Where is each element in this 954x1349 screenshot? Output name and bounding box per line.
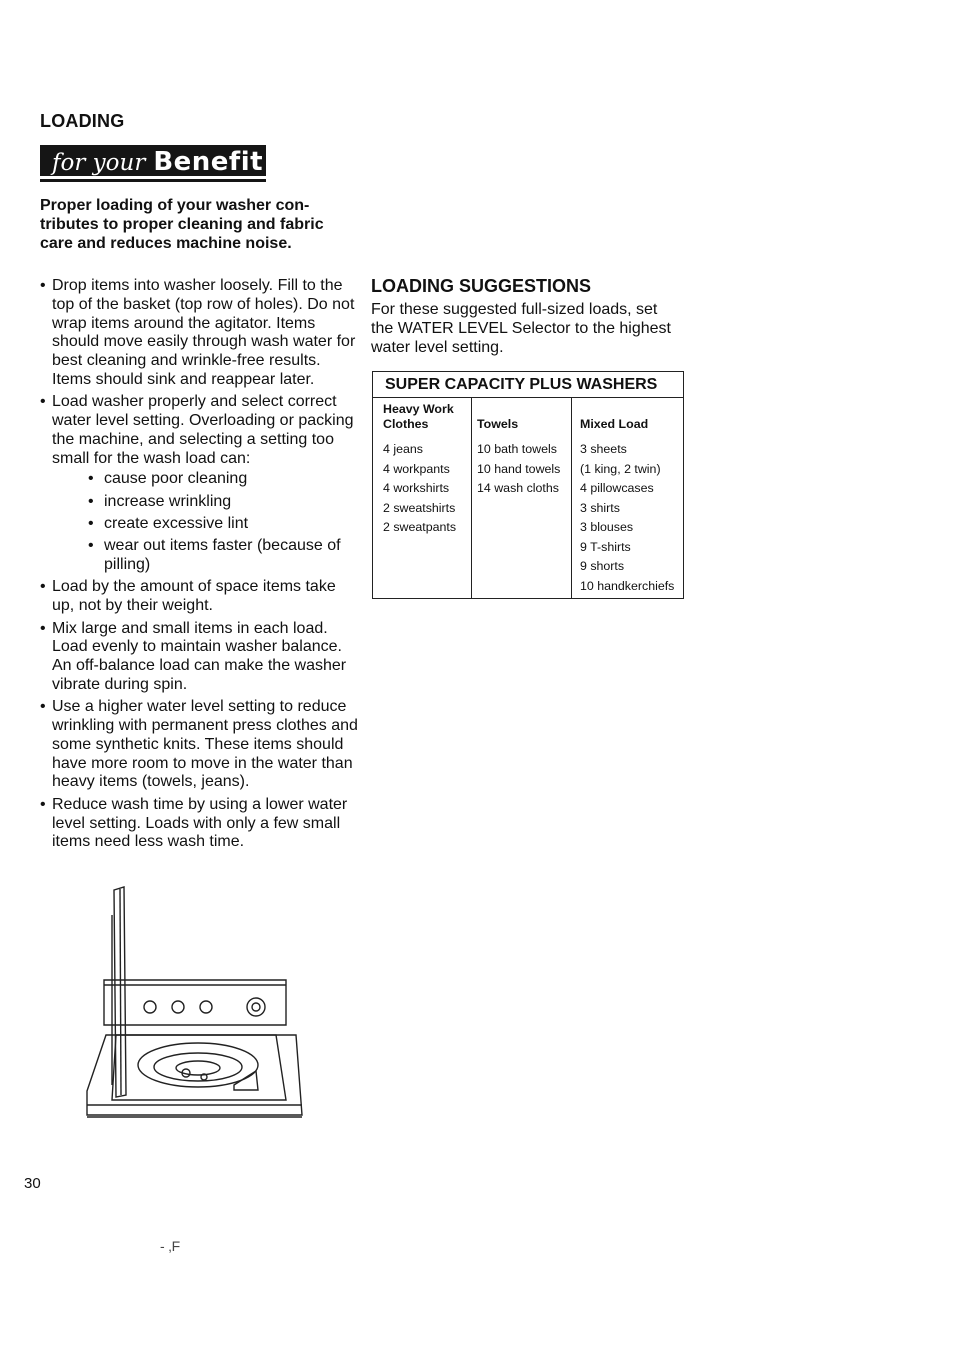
bullet-icon: • xyxy=(40,795,46,813)
table-cell: 4 jeans xyxy=(383,442,423,456)
table-cell: 4 workshirts xyxy=(383,481,450,495)
table-cell: 3 shirts xyxy=(580,500,620,515)
column-towels xyxy=(471,398,571,598)
column-heavy-work xyxy=(373,398,471,598)
table-cell: 10 bath towels xyxy=(477,442,557,456)
sub-list-item xyxy=(52,493,360,512)
bullet-icon: • xyxy=(40,619,46,637)
column-header: Towels xyxy=(477,417,519,431)
table-cell: 4 workpants xyxy=(383,461,450,476)
bullet-icon: • xyxy=(40,578,46,596)
sub-list-item-text: wear out items faster (because of pilling) xyxy=(104,537,341,574)
loading-tips-list xyxy=(40,277,360,856)
bullet-icon: • xyxy=(40,277,46,294)
sub-list-item xyxy=(52,470,360,489)
loading-suggestions-title: LOADING SUGGESTIONS xyxy=(371,276,592,296)
column-header: Mixed Load xyxy=(580,417,649,431)
list-item-text: Mix large and small items in each load. Load evenly to maintain washer balance. An off-balance load can make the washer vibrate during spin. xyxy=(52,619,347,693)
overload-effects-list xyxy=(52,470,360,574)
list-item-text: Reduce wash time by using a lower water level setting. Loads with only a few small items need less wash time. xyxy=(52,795,348,851)
capacity-table-columns xyxy=(373,398,683,598)
banner-script-text: for your xyxy=(52,150,146,176)
table-cell: 4 pillowcases xyxy=(580,481,654,495)
table-cell: 2 sweatshirts xyxy=(383,500,456,515)
capacity-table xyxy=(372,371,684,599)
for-your-benefit-banner xyxy=(40,145,266,179)
intro-paragraph: Proper loading of your washer con-tributes to proper cleaning and fabric care and reduces machine noise. xyxy=(40,197,324,252)
list-item-text: Drop items into washer loosely. Fill to the top of the basket (top row of holes). Do not wrap items around the agitator. Items should move easily through wash water for best cleaning and wrinkle-free results. Items should sink and reappear later. xyxy=(52,277,356,388)
list-item-text: Load by the amount of space items take up, not by their weight. xyxy=(52,578,336,615)
stray-mark: - ‚F xyxy=(160,1238,181,1254)
table-cell: 9 shorts xyxy=(580,559,625,573)
table-cell: 10 hand towels xyxy=(477,461,561,476)
table-cell: 9 T-shirts xyxy=(580,539,631,554)
loading-suggestions-text: For these suggested full-sized loads, set the WATER LEVEL Selector to the highest water level setting. xyxy=(371,301,671,356)
list-item xyxy=(40,620,360,695)
washer-illustration xyxy=(86,885,308,1125)
list-item xyxy=(40,698,360,792)
table-cell: 10 handkerchiefs xyxy=(580,578,675,593)
list-item xyxy=(40,796,360,852)
list-item-text: Load washer properly and select correct water level setting. Overloading or packing the machine, and selecting a setting too small for the wash load can: xyxy=(52,393,354,467)
banner-bold-text: Benefit xyxy=(153,147,264,177)
capacity-table-title: SUPER CAPACITY PLUS WASHERS xyxy=(373,372,683,398)
table-cell: 14 wash cloths xyxy=(477,481,559,495)
column-header: Heavy Work Clothes xyxy=(383,402,454,431)
sub-list-item-text: cause poor cleaning xyxy=(104,470,248,488)
list-item xyxy=(40,277,360,390)
bullet-icon: • xyxy=(88,537,94,555)
bullet-icon: • xyxy=(40,698,46,716)
list-item xyxy=(40,578,360,616)
bullet-icon: • xyxy=(40,393,46,411)
bullet-icon: • xyxy=(88,470,94,488)
bullet-icon: • xyxy=(88,492,94,510)
bullet-icon: • xyxy=(88,515,94,533)
table-cell: 3 sheets xyxy=(580,442,627,456)
sub-list-item-text: create excessive lint xyxy=(104,515,249,533)
list-item-text: Use a higher water level setting to reduce wrinkling with permanent press clothes and some synthetic knits. These items should have more room to move in the water than heavy items (towels, jeans). xyxy=(52,698,358,791)
section-title: LOADING xyxy=(40,111,125,131)
page-number: 30 xyxy=(24,1175,41,1192)
sub-list-item xyxy=(52,537,360,575)
list-item xyxy=(40,393,360,575)
table-cell: (1 king, 2 twin) xyxy=(580,461,661,476)
table-cell: 3 blouses xyxy=(580,520,634,534)
sub-list-item-text: increase wrinkling xyxy=(104,492,232,510)
sub-list-item xyxy=(52,515,360,534)
table-cell: 2 sweatpants xyxy=(383,520,457,534)
column-mixed-load xyxy=(571,398,683,598)
